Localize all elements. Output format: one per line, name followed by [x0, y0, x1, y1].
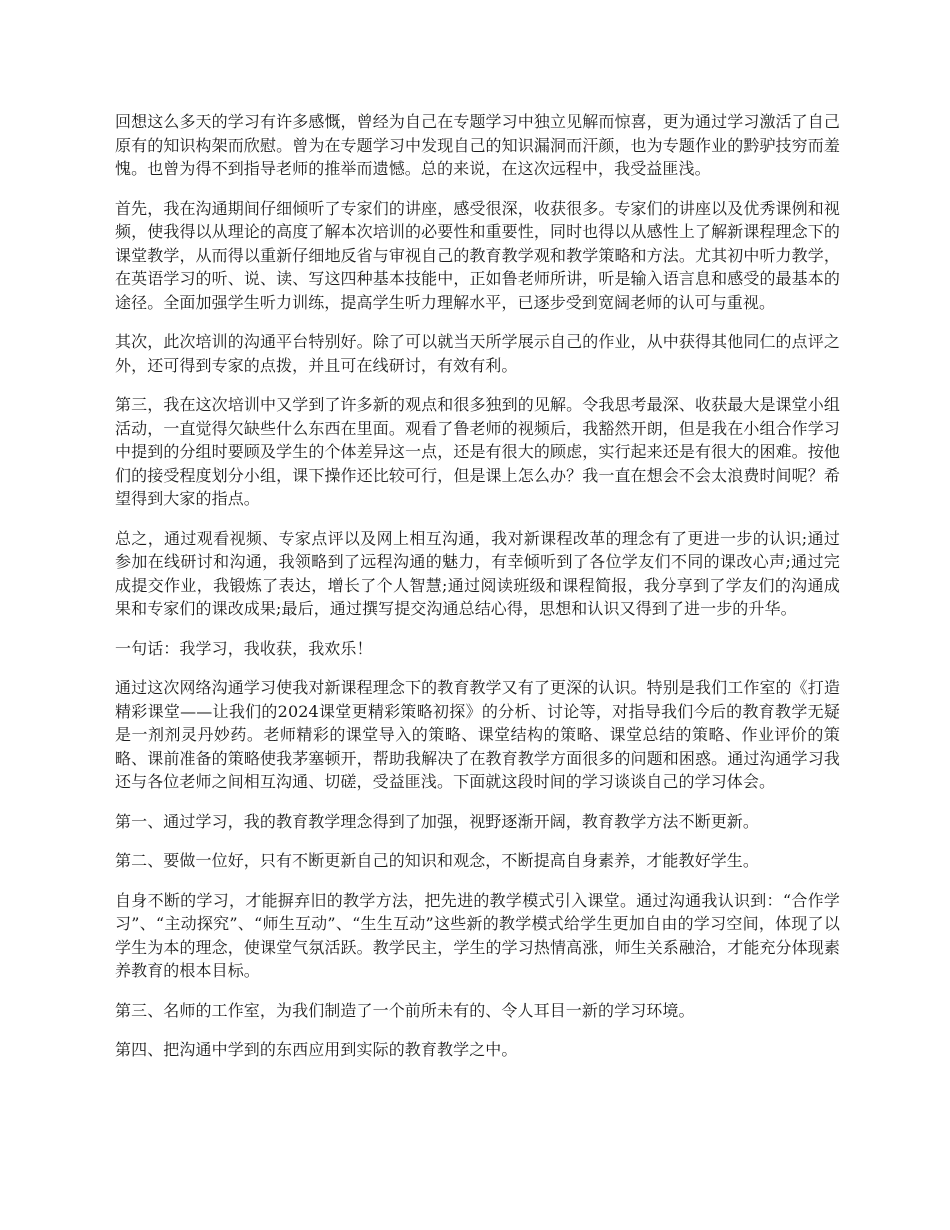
paragraph-platform: 其次，此次培训的沟通平台特别好。除了可以就当天所学展示自己的作业，从中获得其他同仁的点评之外，还可得到专家的点拨，并且可在线研讨，有效有利。	[115, 332, 840, 375]
paragraph-self-learning: 自身不断的学习，才能摒弃旧的教学方法，把先进的教学模式引入课堂。通过沟通我认识到：“合作学习”、“主动探究”、“师生互动”、“生生互动”这些新的教学模式给学生更加自由的学习空间，体现了以学生为本的理念，使课堂气氛活跃。教学民主，学生的学习热情高涨，师生关系融洽，才能充分体现素养教育的根本目标。	[115, 890, 840, 980]
paragraph-reflection: 回想这么多天的学习有许多感慨，曾经为自己在专题学习中独立见解而惊喜，更为通过学习激活了自己原有的知识构架而欣慰。曾为在专题学习中发现自己的知识漏洞而汗颜，也为专题作业的黔驴技穷而羞愧。也曾为得不到指导老师的推举而遗憾。总的来说，在这次远程中，我受益匪浅。	[115, 112, 840, 178]
paragraph-one-sentence: 一句话：我学习，我收获，我欢乐！	[115, 638, 373, 658]
paragraph-point-one: 第一、通过学习，我的教育教学理念得到了加强，视野逐渐开阔，教育教学方法不断更新。	[115, 811, 760, 831]
paragraph-point-four: 第四、把沟通中学到的东西应用到实际的教育教学之中。	[115, 1040, 518, 1059]
paragraph-summary: 总之，通过观看视频、专家点评以及网上相互沟通，我对新课程改革的理念有了更进一步的认识;通过参加在线研讨和沟通，我领略到了远程沟通的魅力，有幸倾听到了各位学友们不同的课改心声;通过完成提交作业，我锻炼了表达，增长了个人智慧;通过阅读班级和课程简报，我分享到了学友们的沟通成果和专家们的课改成果;最后，通过撰写提交沟通总结心得，思想和认识又得到了进一步的升华。	[115, 528, 840, 618]
paragraph-group-activity: 第三，我在这次培训中又学到了许多新的观点和很多独到的见解。令我思考最深、收获最大是课堂小组活动，一直觉得欠缺些什么东西在里面。观看了鲁老师的视频后，我豁然开朗，但是我在小组合作学习中提到的分组时要顾及学生的个体差异这一点，还是有很大的顾虑，实行起来还是有很大的困难。按他们的接受程度划分小组，课下操作还比较可行，但是课上怎么办？我一直在想会不会太浪费时间呢？希望得到大家的指点。	[115, 395, 840, 508]
document-body	[115, 110, 840, 1078]
paragraph-point-two: 第二、要做一位好，只有不断更新自己的知识和观念，不断提高自身素养，才能教好学生。	[115, 851, 760, 870]
paragraph-lectures: 首先，我在沟通期间仔细倾听了专家们的讲座，感受很深，收获很多。专家们的讲座以及优秀课例和视频，使我得以从理论的高度了解本次培训的必要性和重要性，同时也得以从感性上了解新课程理念下的课堂教学，从而得以重新仔细地反省与审视自己的教育教学观和教学策略和方法。尤其初中听力教学，在英语学习的听、说、读、写这四种基本技能中，正如鲁老师所讲，听是输入语言息和感受的最基本的途径。全面加强学生听力训练，提高学生听力理解水平，已逐步受到宽阔老师的认可与重视。	[115, 198, 840, 312]
paragraph-point-three: 第三、名师的工作室，为我们制造了一个前所未有的、令人耳目一新的学习环境。	[115, 1000, 695, 1020]
paragraph-network-study: 通过这次网络沟通学习使我对新课程理念下的教育教学又有了更深的认识。特别是我们工作室的《打造精彩课堂——让我们的2024课堂更精彩策略初探》的分析、讨论等，对指导我们今后的教育教学无疑是一剂剂灵丹妙药。老师精彩的课堂导入的策略、课堂结构的策略、课堂总结的策略、作业评价的策略、课前准备的策略使我茅塞顿开，帮助我解决了在教育教学方面很多的问题和困惑。通过沟通学习我还与各位老师之间相互沟通、切磋，受益匪浅。下面就这段时间的学习谈谈自己的学习体会。	[115, 678, 840, 791]
